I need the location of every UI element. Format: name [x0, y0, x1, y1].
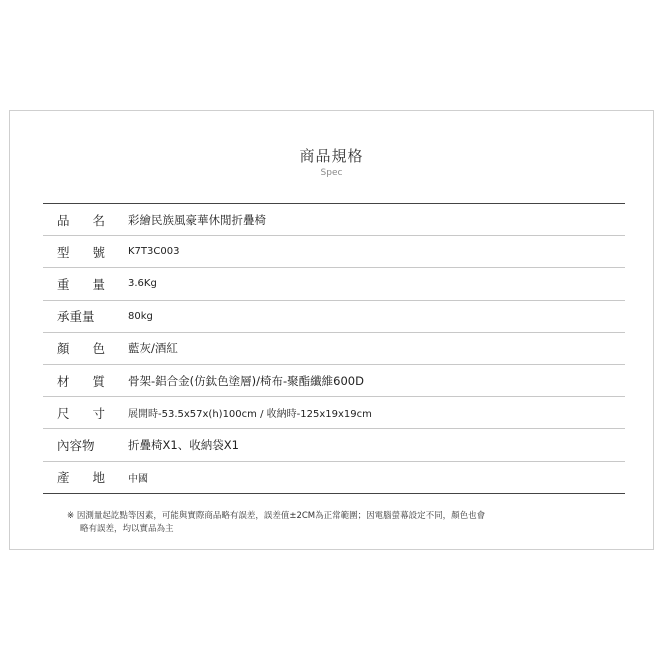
spec-label: 重 量: [57, 276, 105, 292]
disclaimer-line-2: 略有誤差，均以實品為主: [80, 524, 174, 534]
disclaimer-line-1: ※ 因測量起訖點等因素，可能與實際商品略有誤差，誤差值±2CM為正常範圍；因電腦螢幕設定不同，顏色也會: [67, 511, 486, 521]
spec-label: 顏 色: [57, 341, 105, 357]
spec-title: 商品規格: [299, 147, 364, 165]
spec-row-size: [43, 397, 625, 429]
spec-row-color: [43, 333, 625, 365]
spec-label: 內容物: [57, 437, 95, 453]
disclaimer-note: [67, 510, 607, 536]
spec-row-contents: [43, 429, 625, 461]
spec-value: K7T3C003: [128, 246, 180, 258]
spec-value: 中國: [128, 473, 148, 485]
spec-value: 3.6Kg: [128, 278, 157, 290]
spec-label: 型 號: [57, 244, 105, 260]
spec-label: 材 質: [57, 373, 105, 389]
spec-label: 產 地: [57, 470, 105, 486]
spec-value: 彩繪民族風豪華休閒折疊椅: [128, 212, 266, 227]
spec-value: 折疊椅X1、收納袋X1: [128, 437, 239, 452]
spec-row-weight: [43, 268, 625, 300]
spec-value: 骨架-鋁合金(仿鈦色塗層)/椅布-聚酯纖維600D: [128, 373, 364, 388]
spec-row-load: [43, 301, 625, 333]
spec-row-model: [43, 236, 625, 268]
spec-subtitle: Spec: [320, 168, 343, 178]
spec-label: 承重量: [57, 309, 95, 325]
spec-card: [9, 110, 654, 550]
spec-row-material: [43, 365, 625, 397]
spec-table: [43, 203, 625, 494]
spec-row-origin: [43, 462, 625, 494]
spec-value: 80kg: [128, 310, 153, 322]
spec-label: 品 名: [57, 212, 105, 228]
spec-value: 展開時-53.5x57x(h)100cm / 收納時-125x19x19cm: [128, 409, 372, 421]
spec-row-name: [43, 204, 625, 236]
spec-value: 藍灰/酒紅: [128, 341, 178, 356]
spec-label: 尺 寸: [57, 405, 105, 421]
